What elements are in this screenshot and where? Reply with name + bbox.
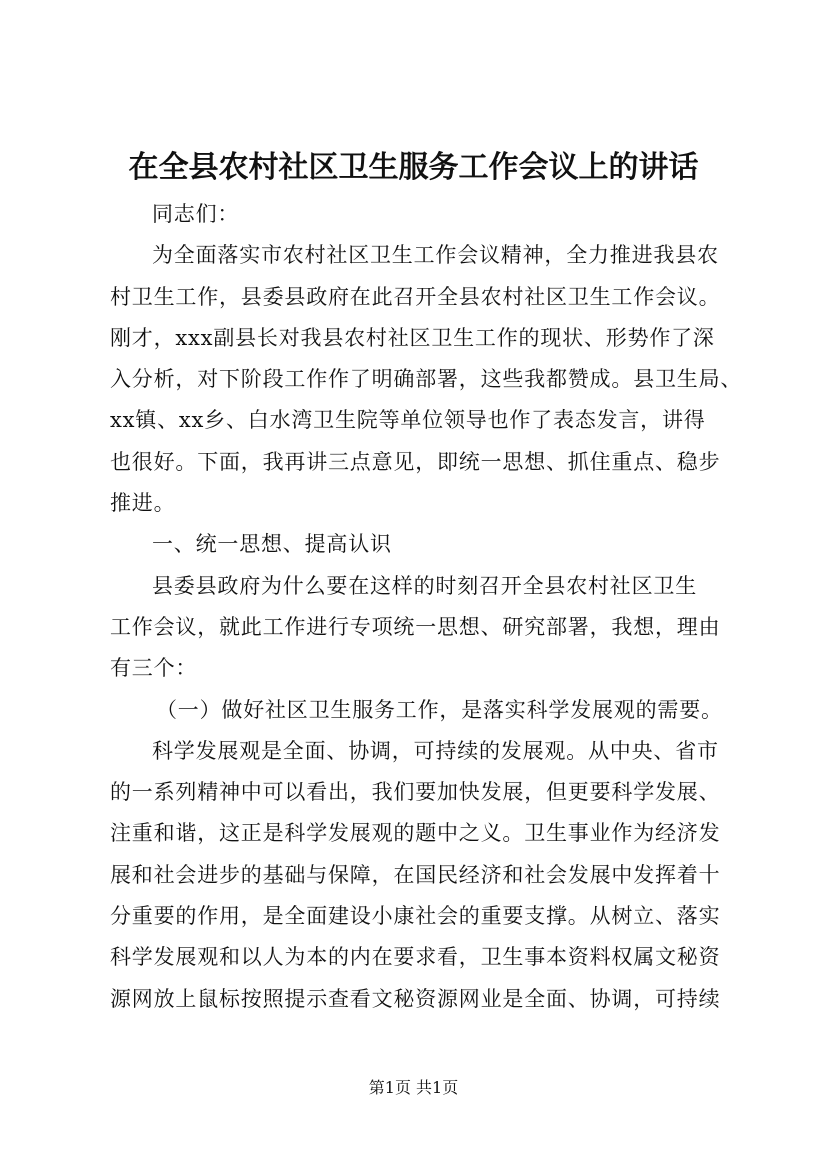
paragraph-line: 工作会议，就此工作进行专项统一思想、研究部署，我想，理由	[110, 614, 721, 639]
subsection-heading: （一）做好社区卫生服务工作，是落实科学发展观的需要。	[156, 697, 723, 722]
salutation-line: 同志们：	[152, 202, 240, 226]
paragraph-line: 也很好。下面，我再讲三点意见，即统一思想、抓住重点、稳步	[110, 449, 721, 474]
paragraph-line: 科学发展观和以人为本的内在要求看，卫生事本资料权属文秘资	[110, 945, 721, 970]
paragraph-line: 村卫生工作，县委县政府在此召开全县农村社区卫生工作会议。	[110, 284, 721, 309]
paragraph-line: 县委县政府为什么要在这样的时刻召开全县农村社区卫生	[152, 573, 697, 598]
paragraph-line: 展和社会进步的基础与保障，在国民经济和社会发展中发挥着十	[110, 862, 721, 887]
paragraph-line: xx镇、xx乡、白水湾卫生院等单位领导也作了表态发言，讲得	[110, 408, 706, 433]
paragraph-line: 为全面落实市农村社区卫生工作会议精神，全力推进我县农	[152, 243, 719, 268]
document-body	[110, 194, 750, 1020]
section-heading: 一、统一思想、提高认识	[152, 532, 392, 557]
paragraph-line: 分重要的作用，是全面建设小康社会的重要支撑。从树立、落实	[110, 904, 721, 929]
paragraph-line: 有三个：	[110, 656, 198, 681]
paragraph-line: 注重和谐，这正是科学发展观的题中之义。卫生事业作为经济发	[110, 821, 721, 846]
paragraph-line: 入分析，对下阶段工作作了明确部署，这些我都赞成。县卫生局、	[110, 367, 743, 392]
paragraph-line: 科学发展观是全面、协调，可持续的发展观。从中央、省市	[152, 738, 719, 763]
page-number-footer: 第1页 共1页	[368, 1078, 459, 1097]
paragraph-line: 推进。	[110, 491, 176, 516]
paragraph-line: 的一系列精神中可以看出，我们要加快发展，但更要科学发展、	[110, 780, 721, 805]
paragraph-line: 源网放上鼠标按照提示查看文秘资源网业是全面、协调，可持续	[110, 986, 721, 1011]
paragraph-line: 刚才，xxx副县长对我县农村社区卫生工作的现状、形势作了深	[110, 325, 715, 350]
document-title: 在全县农村社区卫生服务工作会议上的讲话	[128, 150, 699, 185]
